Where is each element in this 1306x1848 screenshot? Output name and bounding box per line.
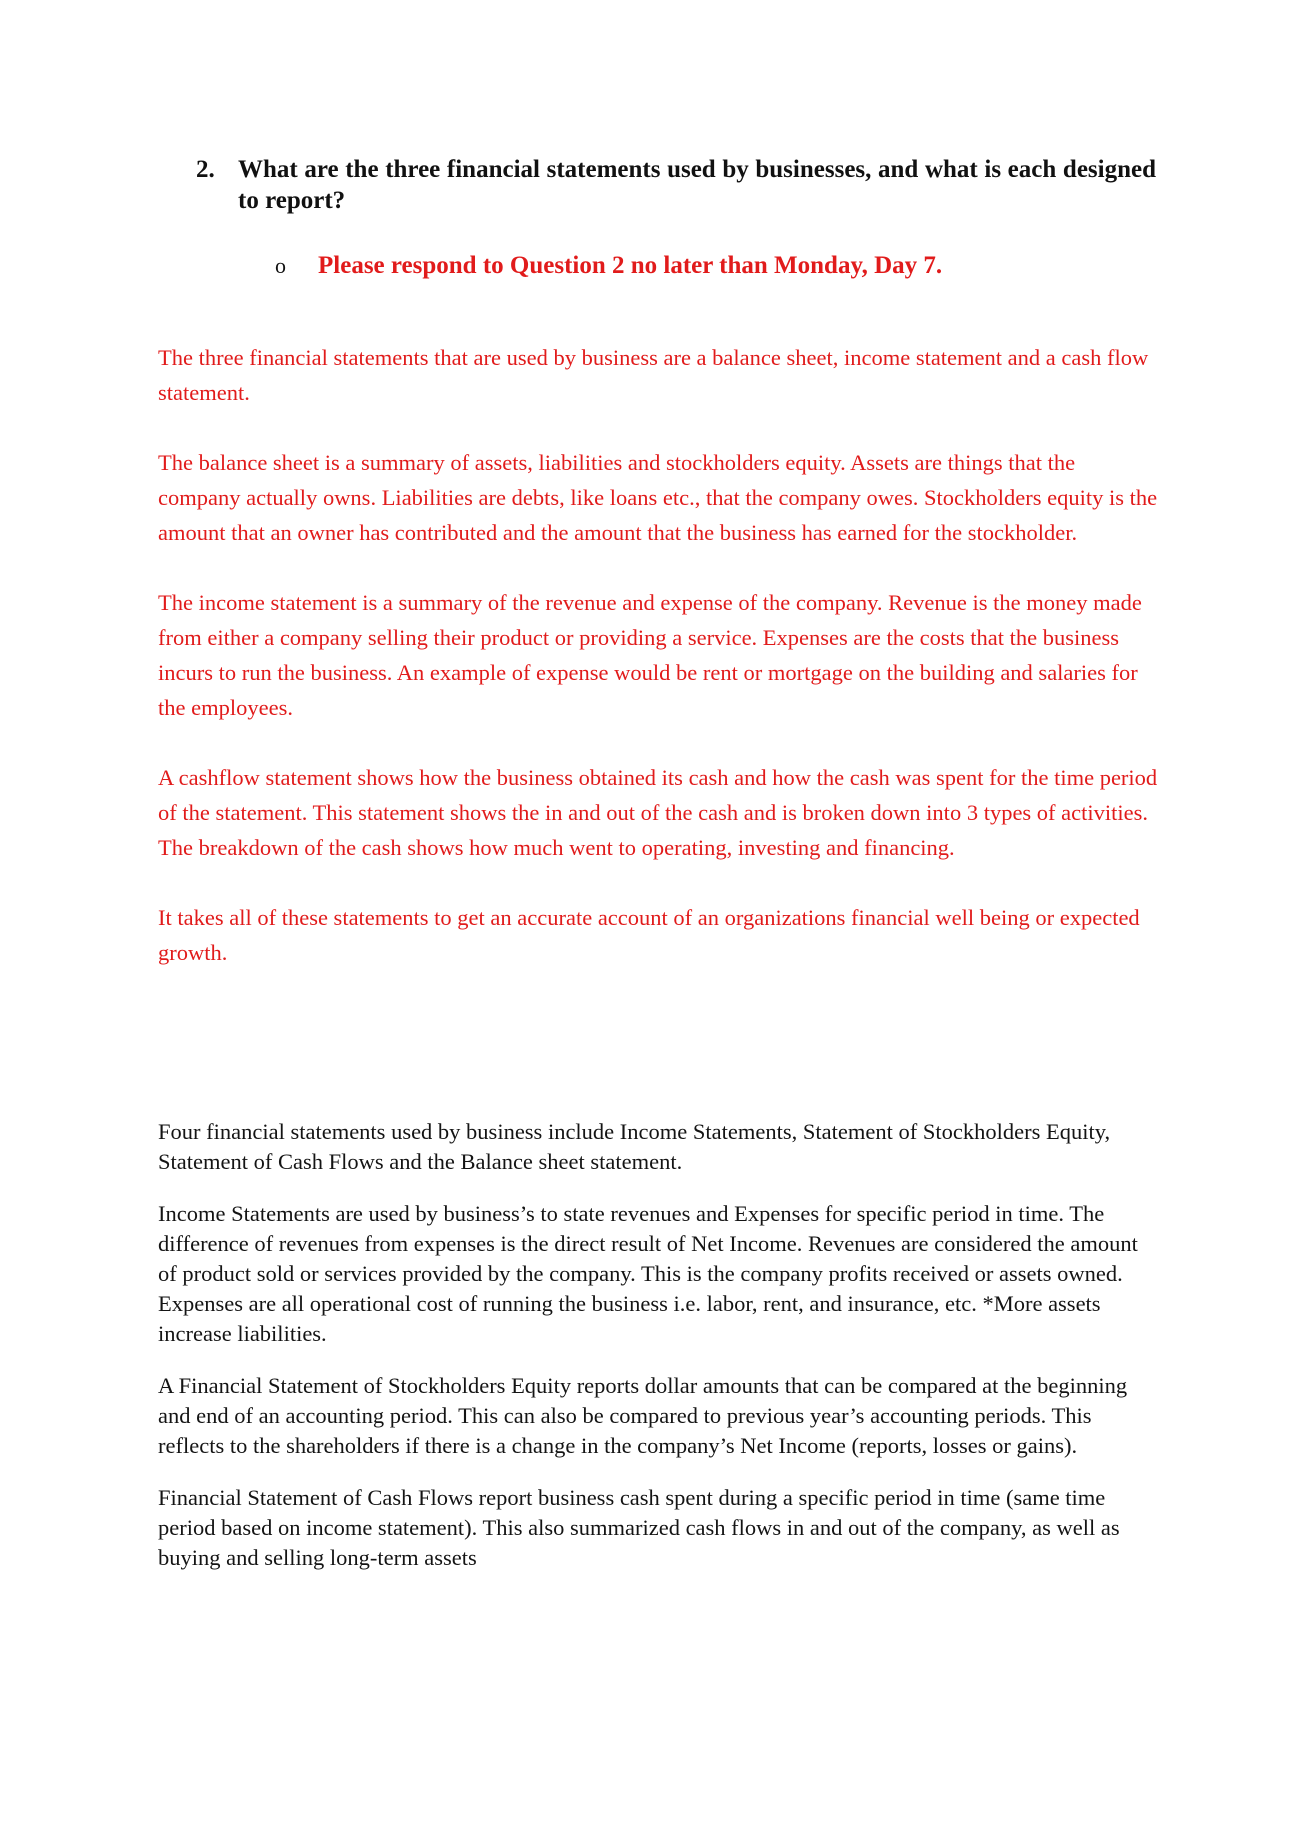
question-number: 2. (196, 156, 215, 183)
red-answer-section (158, 340, 1160, 1005)
red-answer-paragraph-balance-sheet: The balance sheet is a summary of assets, liabilities and stockholders equity. Assets are things that the company actually owns. Liabilities are debts, like loans etc., that the company owes. Stockholders equity is the amount that an owner has contributed and the amount that the business has earned for the stockholder. (158, 450, 1158, 545)
bullet-marker: o (275, 253, 286, 278)
instruction-text: Please respond to Question 2 no later than Monday, Day 7. (318, 252, 943, 279)
red-answer-paragraph-intro: The three financial statements that are used by business are a balance sheet, income statement and a cash flow statement. (158, 345, 1149, 405)
question-text: What are the three financial statements used by businesses, and what is each designed to report? (238, 156, 1156, 214)
instruction-item (275, 250, 943, 281)
red-answer-paragraph-cashflow: A cashflow statement shows how the business obtained its cash and how the cash was spent for the time period of the statement. This statement shows the in and out of the cash and is broken down into 3 types of activities. The breakdown of the cash shows how much went to operating, investing and financing. (158, 765, 1158, 860)
red-answer-paragraph-income-statement: The income statement is a summary of the revenue and expense of the company. Revenue is the money made from either a company selling their product or providing a service. Expenses are the costs that the business incurs to run the business. An example of expense would be rent or mortgage on the building and salaries for the employees. (158, 590, 1142, 720)
black-answer-section (158, 1117, 1160, 1595)
black-answer-paragraph-intro: Four financial statements used by business include Income Statements, Statement of Stockholders Equity, Statement of Cash Flows and the Balance sheet statement. (158, 1119, 1111, 1174)
question-block (196, 154, 1156, 216)
red-answer-paragraph-conclusion: It takes all of these statements to get an accurate account of an organizations financial well being or expected growth. (158, 905, 1140, 965)
black-answer-paragraph-stockholders-equity: A Financial Statement of Stockholders Equity reports dollar amounts that can be compared at the beginning and end of an accounting period. This can also be compared to previous year’s accounting periods. This reflects to the shareholders if there is a change in the company’s Net Income (reports, losses or gains). (158, 1373, 1128, 1458)
black-answer-paragraph-cash-flows: Financial Statement of Cash Flows report business cash spent during a specific period in time (same time period based on income statement). This also summarized cash flows in and out of the company, as well as buying and selling long-term assets (158, 1485, 1120, 1570)
black-answer-paragraph-income-statements: Income Statements are used by business’s to state revenues and Expenses for specific period in time. The difference of revenues from expenses is the direct result of Net Income. Revenues are considered the amount of product sold or services provided by the company. This is the company profits received or assets owned. Expenses are all operational cost of running the business i.e. labor, rent, and insurance, etc. *More assets increase liabilities. (158, 1201, 1138, 1346)
